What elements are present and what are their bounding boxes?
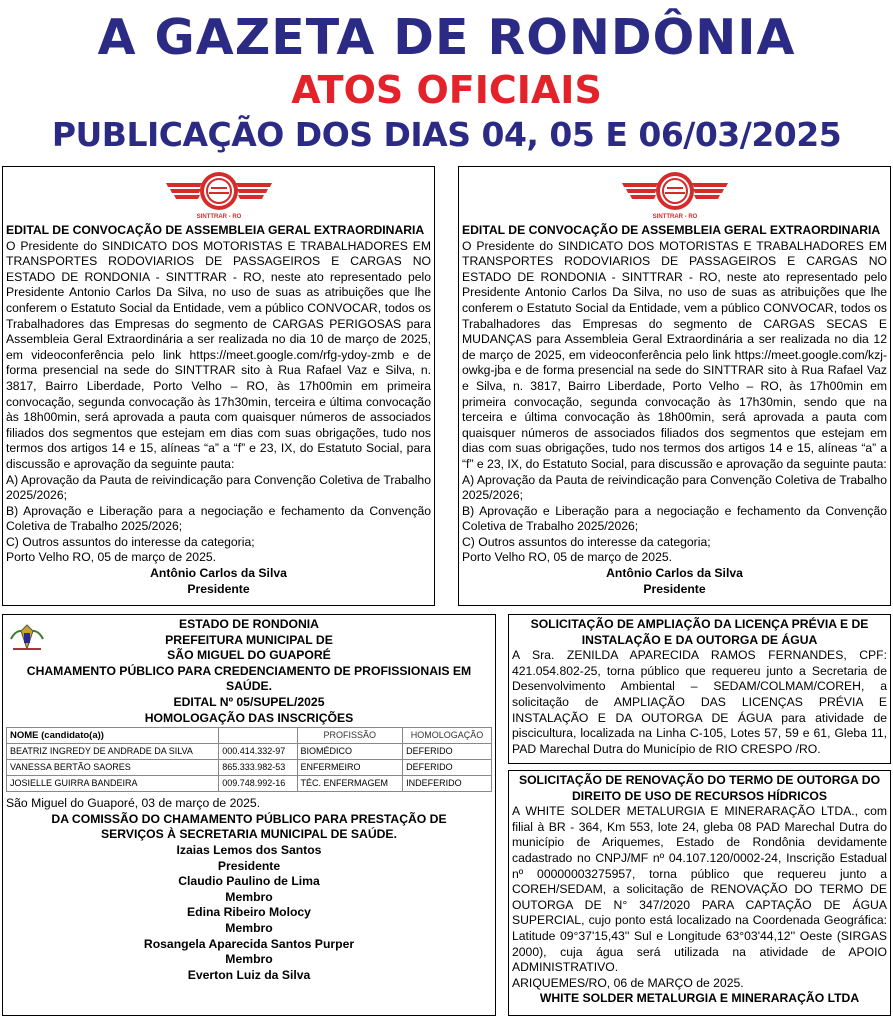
edital-box-right <box>458 166 891 606</box>
candidate-profession: BIOMÉDICO <box>297 744 403 760</box>
renovacao-title: SOLICITAÇÃO DE RENOVAÇÃO DO TERMO DE OUTORGA DO DIREITO DE USO DE RECURSOS HÍDRICOS <box>518 773 881 803</box>
signer-name: Edina Ribeiro Molocy <box>187 905 311 920</box>
renovacao-body: A WHITE SOLDER METALURGIA E MINERARAÇÃO LTDA., com filial à BR - 364, Km 553, lote 24, gleba 08 PAD Marechal Dutra do município de Ariquemes, Estado de Rondônia devidamente cadastrado no CNPJ/MF nº 04.107.120/0002-24, Inscrição Estadual nº 00000003275957, torna público que requereu junto a COREH/SEDAM, a solicitação de RENOVAÇÃO DO TERMO DE OUTORGA DE N° 347/2020 PARA CAPTAÇÃO DE ÁGUA SUPERCIAL, cujo ponto está localizado na Coordenada Geográfica: Latitude 09°37'15,43'' Sul e Longitude 63°03'44,12'' Oeste (SIRGAS 2000), cuja água será utilizada na atividade de APOIO ADMINISTRATIVO. <box>512 804 887 975</box>
column-header: HOMOLOGAÇÃO <box>403 728 492 744</box>
edital-title: EDITAL DE CONVOCAÇÃO DE ASSEMBLEIA GERAL EXTRAORDINARIA <box>462 223 881 237</box>
column-header: NOME (candidato(a)) <box>7 728 219 744</box>
logo-text: SINTTRAR - RO <box>196 214 241 220</box>
candidate-name: BEATRIZ INGREDY DE ANDRADE DA SILVA <box>7 744 219 760</box>
table-header-row <box>7 728 492 744</box>
agenda-item-a: A) Aprovação da Pauta de reivindicação para Convenção Coletiva de Trabalho 2025/2026; <box>6 472 431 503</box>
prefeitura-name: PREFEITURA MUNICIPAL DE <box>165 632 333 647</box>
signer-name: Antônio Carlos da Silva <box>606 566 743 581</box>
sinttrar-logo-icon <box>620 169 730 221</box>
agenda-item-b: B) Aprovação e Liberação para a negociação e fechamento da Convenção Coletiva de Trabalho 2025/2026; <box>6 503 431 534</box>
place-date: São Miguel do Guaporé, 03 de março de 2025. <box>6 796 261 811</box>
candidate-cpf: 000.414.332-97 <box>219 744 297 760</box>
commission-title: DA COMISSÃO DO CHAMAMENTO PÚBLICO PARA PRESTAÇÃO DE SERVIÇOS À SECRETARIA MUNICIPAL DE SAÚDE. <box>51 811 447 842</box>
publication-dates: PUBLICAÇÃO DOS DIAS 04, 05 E 06/03/2025 <box>51 115 842 154</box>
place-date: Porto Velho RO, 05 de março de 2025. <box>6 550 217 565</box>
table-row <box>7 776 492 792</box>
municipality-name: SÃO MIGUEL DO GUAPORÉ <box>167 648 331 663</box>
signer-name: Antônio Carlos da Silva <box>150 566 287 581</box>
candidate-profession: ENFERMEIRO <box>297 760 403 776</box>
signer-role: Presidente <box>187 581 250 596</box>
candidate-name: JOSIELLE GUIRRA BANDEIRA <box>7 776 219 792</box>
signer-name: Rosangela Aparecida Santos Purper <box>143 936 355 951</box>
agenda-item-c: C) Outros assuntos do interesse da categoria; <box>6 534 255 549</box>
table-row <box>7 744 492 760</box>
renovacao-box <box>508 770 891 1016</box>
place-date: ARIQUEMES/RO, 06 de MARÇO de 2025. <box>512 975 744 990</box>
signer-name: WHITE SOLDER METALURGIA E MINERARAÇÃO LTDA <box>539 991 860 1006</box>
logo-text: SINTTRAR - RO <box>652 214 697 220</box>
section-title: ATOS OFICIAIS <box>291 68 602 112</box>
column-header <box>219 728 297 744</box>
agenda-item-a: A) Aprovação da Pauta de reivindicação para Convenção Coletiva de Trabalho 2025/2026; <box>462 472 887 503</box>
signer-name: Izaias Lemos dos Santos <box>176 842 322 857</box>
sinttrar-logo <box>3 167 434 223</box>
municipal-crest-icon <box>7 621 47 655</box>
newspaper-title: A GAZETA DE RONDÔNIA <box>97 9 796 66</box>
candidate-cpf: 865.333.982-53 <box>219 760 297 776</box>
edital-title: EDITAL DE CONVOCAÇÃO DE ASSEMBLEIA GERAL EXTRAORDINARIA <box>6 223 425 237</box>
agenda-item-b: B) Aprovação e Liberação para a negociação e fechamento da Convenção Coletiva de Trabalho 2025/2026; <box>462 503 887 534</box>
edital-number: EDITAL Nº 05/SUPEL/2025 <box>173 694 325 709</box>
sinttrar-logo <box>459 167 890 223</box>
column-header: PROFISSÃO <box>297 728 403 744</box>
candidate-name: VANESSA BERTÃO SAORES <box>7 760 219 776</box>
ampliacao-body: A Sra. ZENILDA APARECIDA RAMOS FERNANDES, CPF: 421.054.802-25, torna público que requereu junto a Secretaria de Desenvolvimento Ambiental – SEDAM/COLMAM/COREH, a solicitação de AMPLIAÇÃO DAS LICENÇAS PRÉVIA E INSTALAÇÃO E DA OUTORGA DE ÁGUA para atividade de piscicultura, localizada na Linha C-105, Lotes 57, 59 e 61, Gleba 11, PAD Marechal Dutra do Município de RIO CRESPO /RO. <box>512 648 887 756</box>
homologacao-table <box>6 727 492 792</box>
edital-body: O Presidente do SINDICATO DOS MOTORISTAS E TRABALHADORES EM TRANSPORTES RODOVIARIOS DE PASSAGEIROS E CARGAS NO ESTADO DE RONDONIA - SINTTRAR - RO, neste ato representado pelo Presidente Antonio Carlos Da Silva, no uso de suas as atribuições que lhe conferem o Estatuto Social da Entidade, vem a público CONVOCAR, todos os Trabalhadores das Empresas do segmento de CARGAS PERIGOSAS para Assembleia Geral Extraordinária a ser realizada no dia 10 de março de 2025, em videoconferência pelo link https://meet.google.com/rfg-ydoy-zmb e de forma presencial na sede do SINTTRAR sito à Rua Rafael Vaz e Silva, n. 3817, Bairro Liberdade, Porto Velho – RO, às 17h00min em primeira convocação, segunda convocação às 17h30min, terceira e última convocação às 18h00min, será aprovada a pauta com quaisquer números de associados filiados dos segmentos que estejam em dias com suas obrigações, tudo nos termos dos artigos 14 e 15, alíneas “a” a “f” e 23, IX, do Estatuto Social, para discussão e aprovação da seguinte pauta: <box>6 238 431 471</box>
signer-name: Everton Luiz da Silva <box>187 967 311 982</box>
signer-role: Membro <box>225 889 273 904</box>
signer-role: Presidente <box>217 858 281 873</box>
signer-role: Membro <box>225 920 273 935</box>
edital-body: O Presidente do SINDICATO DOS MOTORISTAS E TRABALHADORES EM TRANSPORTES RODOVIARIOS DE PASSAGEIROS E CARGAS NO ESTADO DE RONDONIA - SINTTRAR - RO, neste ato representado pelo Presidente Antonio Carlos Da Silva, no uso de suas as atribuições que lhe conferem o Estatuto Social da Entidade, vem a público CONVOCAR, todos os Trabalhadores das Empresas do segmento de CARGAS SECAS E MUDANÇAS para Assembleia Geral Extraordinária a ser realizada no dia 12 de março de 2025, em videoconferência pelo link https://meet.google.com/kzj-owkg-jba e de forma presencial na sede do SINTTRAR sito à Rua Rafael Vaz e Silva, n. 3817, Bairro Liberdade, Porto Velho – RO, às 17h00min em primeira convocação, segunda convocação às 17h30min, sendo que na terceira e última convocação às 18h00min, será aprovada a pauta com quaisquer números de associados filiados dos segmentos que estejam em dias com suas obrigações, tudo nos termos dos artigos 14 e 15, alíneas “a” a “f” e 23, IX, do Estatuto Social, para discussão e aprovação da seguinte pauta: <box>462 238 887 471</box>
signer-role: Membro <box>225 952 273 967</box>
signer-role: Presidente <box>643 581 706 596</box>
place-date: Porto Velho RO, 05 de março de 2025. <box>462 550 673 565</box>
sinttrar-logo-icon <box>164 169 274 221</box>
candidate-status: INDEFERIDO <box>403 776 492 792</box>
candidate-cpf: 009.748.992-16 <box>219 776 297 792</box>
candidate-profession: TÉC. ENFERMAGEM <box>297 776 403 792</box>
candidate-status: DEFERIDO <box>403 760 492 776</box>
ampliacao-box <box>508 614 891 764</box>
candidate-status: DEFERIDO <box>403 744 492 760</box>
state-name: ESTADO DE RONDONIA <box>179 617 319 631</box>
table-row <box>7 760 492 776</box>
homologacao-title: HOMOLOGAÇÃO DAS INSCRIÇÕES <box>144 710 354 725</box>
ampliacao-title: SOLICITAÇÃO DE AMPLIAÇÃO DA LICENÇA PRÉVIA E DE INSTALAÇÃO E DA OUTORGA DE ÁGUA <box>530 617 869 647</box>
agenda-item-c: C) Outros assuntos do interesse da categoria; <box>462 534 711 549</box>
chamamento-title: CHAMAMENTO PÚBLICO PARA CREDENCIAMENTO DE PROFISSIONAIS EM SAÚDE. <box>26 663 472 694</box>
signer-name: Claudio Paulino de Lima <box>178 874 320 889</box>
edital-box-left <box>2 166 435 606</box>
prefeitura-box <box>2 614 496 1016</box>
